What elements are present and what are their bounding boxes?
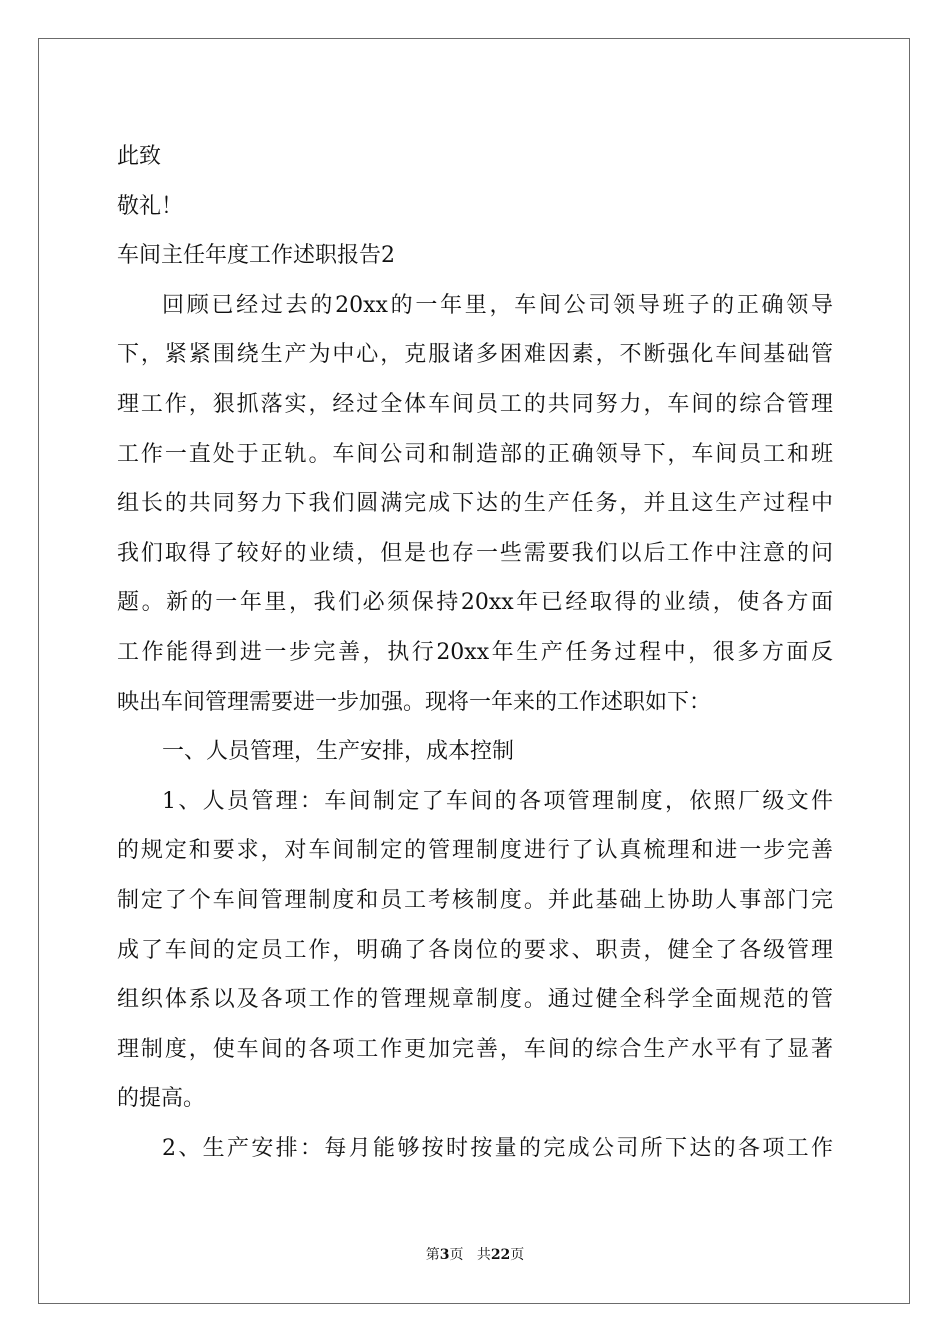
paragraph-line: 组长的共同努力下我们圆满完成下达的生产任务，并且这生产过程中 xyxy=(117,491,833,517)
paragraph-line: 下，紧紧围绕生产为中心，克服诸多困难因素，不断强化车间基础管 xyxy=(117,342,833,368)
paragraph-line: 回顾已经过去的20xx的一年里，车间公司领导班子的正确领导 xyxy=(162,292,833,318)
paragraph-line: 的规定和要求，对车间制定的管理制度进行了认真梳理和进一步完善 xyxy=(117,838,833,864)
paragraph-line: 理制度，使车间的各项工作更加完善，车间的综合生产水平有了显著 xyxy=(117,1036,833,1062)
closing-line: 此致 xyxy=(117,144,162,169)
footer-total-unit: 页 xyxy=(510,1247,525,1263)
paragraph-line: 题。新的一年里，我们必须保持20xx年已经取得的业绩，使各方面 xyxy=(117,590,833,616)
section-title: 车间主任年度工作述职报告2 xyxy=(117,243,395,269)
document-body xyxy=(117,132,833,1173)
subsection-heading: 一、人员管理，生产安排，成本控制 xyxy=(162,739,515,765)
footer-prefix: 第 xyxy=(425,1247,440,1263)
page-footer xyxy=(0,1244,950,1264)
footer-total-prefix: 共 xyxy=(476,1247,491,1263)
paragraph-line: 理工作，狠抓落实，经过全体车间员工的共同努力，车间的综合管理 xyxy=(117,391,833,417)
paragraph-line: 成了车间的定员工作，明确了各岗位的要求、职责，健全了各级管理 xyxy=(117,937,833,963)
paragraph-line: 1、人员管理：车间制定了车间的各项管理制度，依照厂级文件 xyxy=(162,788,833,814)
paragraph-line: 的提高。 xyxy=(117,1086,206,1112)
paragraph-line: 我们取得了较好的业绩，但是也存一些需要我们以后工作中注意的问 xyxy=(117,540,833,566)
paragraph-line: 工作一直处于正轨。车间公司和制造部的正确领导下，车间员工和班 xyxy=(117,441,833,467)
footer-page-unit: 页 xyxy=(449,1247,464,1263)
paragraph-line: 制定了个车间管理制度和员工考核制度。并此基础上协助人事部门完 xyxy=(117,887,833,913)
salutation-line: 敬礼！ xyxy=(117,193,184,219)
paragraph-line: 映出车间管理需要进一步加强。现将一年来的工作述职如下： xyxy=(117,689,712,715)
paragraph-line: 组织体系以及各项工作的管理规章制度。通过健全科学全面规范的管 xyxy=(117,987,833,1013)
total-page-count: 22 xyxy=(490,1247,511,1263)
paragraph-line: 工作能得到进一步完善，执行20xx年生产任务过程中，很多方面反 xyxy=(117,639,833,665)
paragraph-line: 2、生产安排：每月能够按时按量的完成公司所下达的各项工作 xyxy=(162,1135,833,1161)
current-page-number: 3 xyxy=(439,1247,450,1263)
